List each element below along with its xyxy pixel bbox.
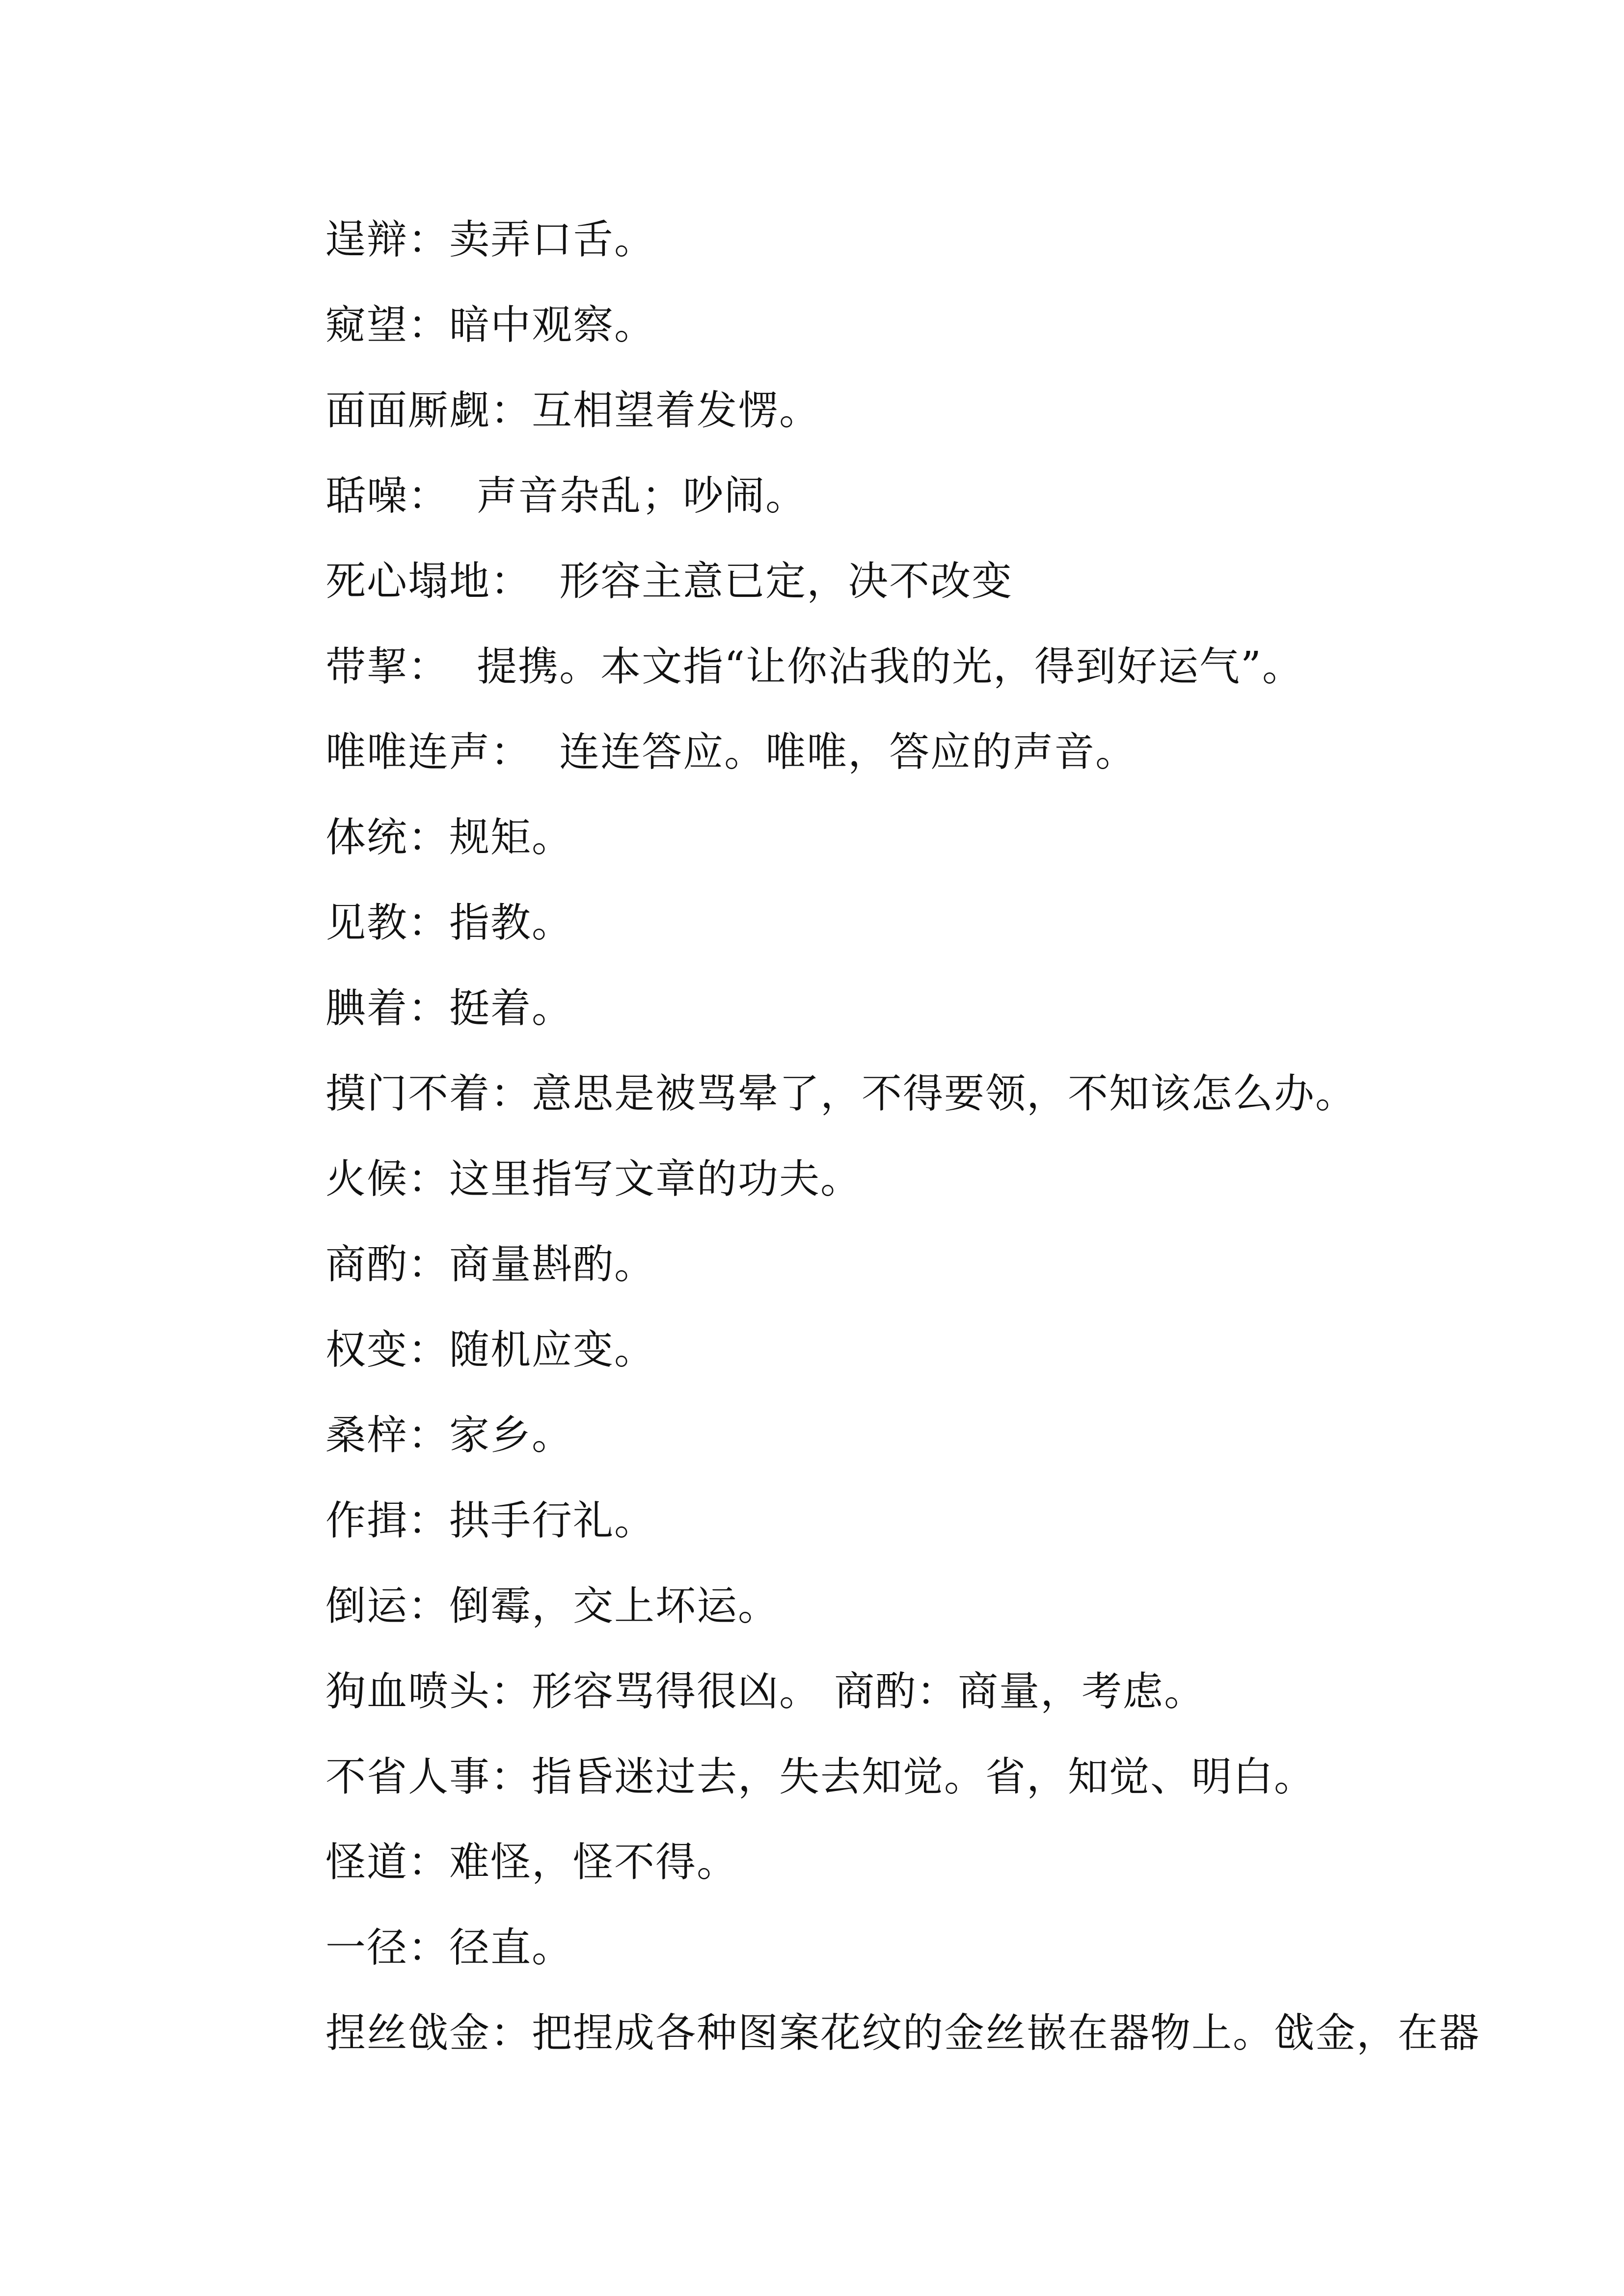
glossary-entry: 唯唯连声： 连连答应。唯唯，答应的声音。 <box>325 729 1137 775</box>
glossary-entry: 狗血喷头：形容骂得很凶。 商酌：商量，考虑。 <box>325 1668 1206 1715</box>
glossary-entry: 死心塌地： 形容主意已定，决不改变 <box>325 558 1013 605</box>
glossary-entry: 商酌：商量斟酌。 <box>325 1241 656 1288</box>
glossary-entry: 腆着：挺着。 <box>325 985 573 1032</box>
glossary-entry: 作揖：拱手行礼。 <box>325 1497 656 1544</box>
glossary-entry: 摸门不着：意思是被骂晕了，不得要领，不知该怎么办。 <box>325 1070 1357 1117</box>
glossary-entry: 体统：规矩。 <box>325 814 573 861</box>
glossary-entry: 一径：径直。 <box>325 1924 573 1971</box>
glossary-entry: 火候：这里指写文章的功夫。 <box>325 1156 862 1202</box>
glossary-entry: 见教：指教。 <box>325 900 573 946</box>
glossary-list <box>325 208 1481 2087</box>
glossary-entry: 逞辩：卖弄口舌。 <box>325 216 656 263</box>
glossary-entry: 不省人事：指昏迷过去，失去知觉。省，知觉、明白。 <box>325 1754 1316 1800</box>
glossary-entry: 怪道：难怪，怪不得。 <box>325 1839 738 1886</box>
glossary-entry: 窥望：暗中观察。 <box>325 302 656 348</box>
glossary-entry: 面面厮觑：互相望着发愣。 <box>325 387 821 434</box>
glossary-entry: 带挈： 提携。本文指“让你沾我的光，得到好运气”。 <box>325 643 1303 690</box>
glossary-entry: 桑梓：家乡。 <box>325 1412 573 1459</box>
glossary-entry: 倒运：倒霉，交上坏运。 <box>325 1583 780 1629</box>
glossary-entry: 权变：随机应变。 <box>325 1327 656 1373</box>
glossary-entry: 聒噪： 声音杂乱；吵闹。 <box>325 473 807 519</box>
glossary-entry: 捏丝戗金：把捏成各种图案花纹的金丝嵌在器物上。戗金，在器 <box>325 2010 1481 2056</box>
